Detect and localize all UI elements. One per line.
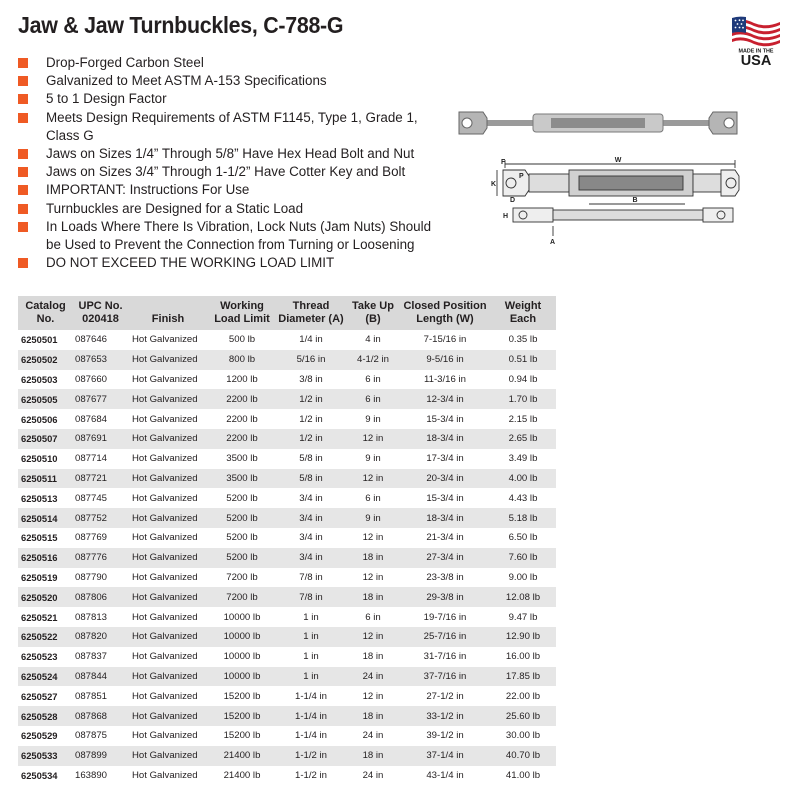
turnbuckle-photo-icon: [459, 112, 737, 134]
cell-take-up: 24 in: [362, 769, 384, 781]
cell-weight: 0.51 lb: [490, 350, 556, 370]
feature-item: [18, 163, 448, 181]
cell-thread: 1-1/4 in: [295, 690, 327, 702]
cell-load-limit: 5200 lb: [208, 548, 276, 568]
cell-upc: 087868: [73, 706, 128, 726]
dim-label-d: D: [510, 197, 516, 204]
cell-length: 37-7/16 in: [400, 667, 490, 687]
cell-load-limit: 10000 lb: [208, 627, 276, 647]
cell-catalog: 6250510: [21, 453, 58, 465]
feature-item: [18, 181, 448, 199]
cell-finish: Hot Galvanized: [128, 587, 208, 607]
header-weight: Weight Each: [490, 296, 556, 330]
cell-take-up: 9 in: [365, 413, 381, 425]
feature-text: In Loads Where There Is Vibration, Lock Nuts (Jam Nuts) Should be Used to Prevent the Connection from Turning or Loosening: [46, 218, 432, 253]
cell-load-limit: 5200 lb: [208, 508, 276, 528]
table-row: [18, 548, 556, 568]
cell-take-up: 6 in: [365, 492, 381, 504]
cell-length: 18-3/4 in: [400, 508, 490, 528]
dim-label-h: H: [503, 213, 509, 220]
cell-length: 18-3/4 in: [400, 429, 490, 449]
header-thread-diameter: Thread Diameter (A): [276, 296, 346, 330]
feature-item: [18, 90, 448, 108]
table-row: [18, 587, 556, 607]
cell-catalog: 6250533: [18, 746, 73, 766]
cell-finish: Hot Galvanized: [128, 389, 208, 409]
cell-thread: 7/8 in: [299, 571, 323, 583]
cell-length: 20-3/4 in: [400, 469, 490, 489]
feature-text: IMPORTANT: Instructions For Use: [46, 182, 250, 198]
cell-finish: Hot Galvanized: [132, 373, 198, 385]
cell-length: 25-7/16 in: [400, 627, 490, 647]
made-in-usa-badge: [728, 14, 784, 66]
cell-catalog: 6250505: [18, 389, 73, 409]
table-row: [18, 667, 556, 687]
table-row: [18, 528, 556, 548]
cell-load-limit: 21400 lb: [208, 746, 276, 766]
cell-catalog: 6250511: [18, 469, 73, 489]
cell-upc: 087806: [73, 587, 128, 607]
table-row: [18, 726, 556, 746]
cell-load-limit: 1200 lb: [226, 373, 258, 385]
table-row: [18, 330, 556, 350]
dim-label-w: W: [614, 157, 622, 164]
cell-load-limit: 500 lb: [228, 334, 256, 346]
dim-label-f: F: [501, 159, 506, 166]
cell-catalog: 6250501: [21, 334, 58, 346]
cell-weight: 22.00 lb: [505, 690, 541, 702]
cell-finish: Hot Galvanized: [128, 746, 208, 766]
cell-thread: 1/2 in: [276, 389, 346, 409]
cell-weight: 12.08 lb: [490, 587, 556, 607]
feature-text: Drop-Forged Carbon Steel: [46, 55, 204, 70]
cell-take-up: 12 in: [346, 429, 400, 449]
cell-catalog: 6250513: [21, 492, 58, 504]
cell-weight: 30.00 lb: [505, 730, 541, 742]
usa-flag-icon: [732, 16, 780, 48]
table-row: [18, 429, 556, 449]
cell-take-up: 12 in: [362, 690, 384, 702]
cell-thread: 3/8 in: [299, 373, 323, 385]
cell-thread: 1 in: [303, 611, 319, 623]
cell-thread: 1/2 in: [276, 429, 346, 449]
cell-catalog: 6250528: [18, 706, 73, 726]
cell-weight: 1.70 lb: [490, 389, 556, 409]
cell-length: 37-1/4 in: [400, 746, 490, 766]
cell-load-limit: 2200 lb: [208, 389, 276, 409]
table-row: [18, 370, 556, 390]
cell-thread: 1/4 in: [299, 334, 323, 346]
table-row: [18, 607, 556, 627]
header-upc: UPC No. 020418: [73, 296, 128, 330]
cell-load-limit: 15200 lb: [223, 690, 261, 702]
cell-thread: 1-1/2 in: [276, 746, 346, 766]
cell-take-up: 12 in: [346, 469, 400, 489]
cell-finish: Hot Galvanized: [128, 429, 208, 449]
table-row: [18, 706, 556, 726]
cell-finish: Hot Galvanized: [128, 706, 208, 726]
cell-weight: 4.00 lb: [490, 469, 556, 489]
feature-item: [18, 54, 448, 72]
turnbuckle-diagram: [453, 104, 743, 244]
cell-thread: 1 in: [276, 667, 346, 687]
cell-upc: 087844: [73, 667, 128, 687]
cell-finish: Hot Galvanized: [128, 627, 208, 647]
feature-text: Jaws on Sizes 1/4” Through 5/8” Have Hex Head Bolt and Nut: [46, 146, 415, 162]
cell-thread: 3/4 in: [276, 508, 346, 528]
feature-item: [18, 72, 448, 90]
dim-label-p: P: [519, 173, 524, 180]
cell-catalog: 6250534: [21, 769, 58, 781]
cell-weight: 9.00 lb: [508, 571, 538, 583]
cell-catalog: 6250529: [21, 730, 58, 742]
table-row: [18, 409, 556, 429]
table-row: [18, 746, 556, 766]
cell-load-limit: 15200 lb: [223, 730, 261, 742]
bullet-square-icon: [18, 204, 28, 214]
cell-take-up: 12 in: [346, 627, 400, 647]
bullet-square-icon: [18, 94, 28, 104]
cell-finish: Hot Galvanized: [132, 571, 198, 583]
table-row: [18, 488, 556, 508]
cell-finish: Hot Galvanized: [132, 690, 198, 702]
cell-upc: 087820: [73, 627, 128, 647]
cell-weight: 40.70 lb: [490, 746, 556, 766]
cell-upc: 087677: [73, 389, 128, 409]
cell-length: 29-3/8 in: [400, 587, 490, 607]
cell-finish: Hot Galvanized: [132, 532, 198, 544]
table-row: [18, 647, 556, 667]
cell-take-up: 18 in: [362, 651, 384, 663]
cell-length: 9-5/16 in: [400, 350, 490, 370]
dim-label-b: B: [632, 197, 638, 204]
table-row: [18, 389, 556, 409]
cell-finish: Hot Galvanized: [132, 413, 198, 425]
bullet-square-icon: [18, 185, 28, 195]
cell-weight: 5.18 lb: [490, 508, 556, 528]
cell-finish: Hot Galvanized: [132, 651, 198, 663]
bullet-square-icon: [18, 76, 28, 86]
cell-weight: 16.00 lb: [505, 651, 541, 663]
cell-thread: 1-1/4 in: [276, 706, 346, 726]
cell-upc: 087837: [75, 651, 108, 663]
cell-weight: 7.60 lb: [490, 548, 556, 568]
dim-label-k: K: [491, 181, 497, 188]
cell-catalog: 6250502: [18, 350, 73, 370]
bullet-square-icon: [18, 167, 28, 177]
cell-catalog: 6250523: [21, 651, 58, 663]
cell-weight: 17.85 lb: [490, 667, 556, 687]
cell-load-limit: 15200 lb: [208, 706, 276, 726]
feature-text: Meets Design Requirements of ASTM F1145, Type 1, Grade 1, Class G: [46, 109, 418, 143]
cell-load-limit: 7200 lb: [226, 571, 258, 583]
cell-length: 19-7/16 in: [423, 611, 467, 623]
cell-upc: 087752: [73, 508, 128, 528]
cell-length: 11-3/16 in: [424, 373, 466, 385]
cell-load-limit: 10000 lb: [223, 611, 261, 623]
cell-thread: 1 in: [276, 627, 346, 647]
feature-list: [18, 54, 448, 272]
cell-upc: 087790: [75, 571, 108, 583]
cell-weight: 9.47 lb: [508, 611, 538, 623]
cell-load-limit: 3500 lb: [208, 469, 276, 489]
cell-catalog: 6250514: [18, 508, 73, 528]
feature-item: [18, 218, 448, 254]
cell-length: 17-3/4 in: [426, 453, 464, 465]
cell-catalog: 6250524: [18, 667, 73, 687]
cell-load-limit: 5200 lb: [226, 532, 258, 544]
cell-upc: 087691: [73, 429, 128, 449]
cell-take-up: 6 in: [365, 611, 381, 623]
cell-weight: 12.90 lb: [490, 627, 556, 647]
cell-upc: 087660: [75, 373, 108, 385]
cell-thread: 3/4 in: [299, 492, 323, 504]
table-row: [18, 350, 556, 370]
table-row: [18, 766, 556, 786]
cell-catalog: 6250519: [21, 571, 58, 583]
cell-catalog: 6250507: [18, 429, 73, 449]
table-row: [18, 449, 556, 469]
table-body: [18, 330, 556, 785]
cell-upc: 087721: [73, 469, 128, 489]
cell-finish: Hot Galvanized: [132, 453, 198, 465]
cell-upc: 087851: [75, 690, 108, 702]
cell-thread: 5/8 in: [299, 453, 323, 465]
cell-thread: 3/4 in: [276, 548, 346, 568]
cell-upc: 087714: [75, 453, 108, 465]
cell-finish: Hot Galvanized: [128, 350, 208, 370]
cell-finish: Hot Galvanized: [128, 469, 208, 489]
cell-thread: 1 in: [303, 651, 319, 663]
bullet-square-icon: [18, 258, 28, 268]
cell-length: 23-3/8 in: [426, 571, 464, 583]
table-row: [18, 627, 556, 647]
cell-length: 27-3/4 in: [400, 548, 490, 568]
cell-take-up: 18 in: [346, 548, 400, 568]
table-row: [18, 686, 556, 706]
spec-table: [18, 296, 556, 785]
cell-weight: 0.94 lb: [508, 373, 538, 385]
header-catalog: Catalog No.: [18, 296, 73, 330]
cell-take-up: 24 in: [346, 667, 400, 687]
cell-catalog: 6250515: [21, 532, 58, 544]
feature-item: [18, 145, 448, 163]
cell-weight: 0.35 lb: [508, 334, 538, 346]
cell-upc: 087813: [75, 611, 108, 623]
table-row: [18, 469, 556, 489]
feature-item: [18, 109, 448, 145]
cell-take-up: 4-1/2 in: [346, 350, 400, 370]
cell-finish: Hot Galvanized: [132, 730, 198, 742]
cell-thread: 3/4 in: [299, 532, 323, 544]
cell-take-up: 18 in: [346, 706, 400, 726]
header-finish: Finish: [128, 296, 208, 330]
cell-length: 27-1/2 in: [426, 690, 464, 702]
cell-upc: 087684: [75, 413, 108, 425]
badge-line1: MADE IN THE: [738, 48, 774, 55]
cell-finish: Hot Galvanized: [128, 548, 208, 568]
cell-finish: Hot Galvanized: [132, 611, 198, 623]
cell-catalog: 6250516: [18, 548, 73, 568]
cell-finish: Hot Galvanized: [132, 492, 198, 504]
feature-text: 5 to 1 Design Factor: [46, 91, 167, 107]
cell-thread: 5/16 in: [276, 350, 346, 370]
cell-finish: Hot Galvanized: [128, 508, 208, 528]
cell-catalog: 6250503: [21, 373, 58, 385]
cell-load-limit: 7200 lb: [208, 587, 276, 607]
cell-take-up: 18 in: [346, 746, 400, 766]
table-row: [18, 508, 556, 528]
cell-take-up: 6 in: [346, 389, 400, 409]
feature-text: Turnbuckles are Designed for a Static Load: [46, 200, 304, 216]
cell-length: 7-15/16 in: [423, 334, 467, 346]
cell-weight: 2.15 lb: [508, 413, 538, 425]
cell-load-limit: 3500 lb: [226, 453, 258, 465]
cell-weight: 2.65 lb: [490, 429, 556, 449]
cell-catalog: 6250527: [21, 690, 58, 702]
cell-load-limit: 10000 lb: [223, 651, 261, 663]
cell-upc: 087899: [73, 746, 128, 766]
cell-take-up: 9 in: [346, 508, 400, 528]
feature-text: Jaws on Sizes 3/4” Through 1-1/2” Have Cotter Key and Bolt: [46, 164, 406, 180]
cell-thread: 1-1/4 in: [295, 730, 327, 742]
feature-item: [18, 200, 448, 218]
bullet-square-icon: [18, 149, 28, 159]
cell-take-up: 6 in: [365, 373, 381, 385]
cell-finish: Hot Galvanized: [128, 667, 208, 687]
cell-thread: 7/8 in: [276, 587, 346, 607]
cell-take-up: 24 in: [362, 730, 384, 742]
cell-finish: Hot Galvanized: [132, 769, 198, 781]
table-header-row: [18, 296, 556, 330]
cell-load-limit: 21400 lb: [223, 769, 261, 781]
cell-take-up: 12 in: [362, 571, 384, 583]
cell-weight: 6.50 lb: [508, 532, 538, 544]
cell-catalog: 6250506: [21, 413, 58, 425]
badge-line2: USA: [740, 53, 772, 66]
header-take-up: Take Up (B): [346, 296, 400, 330]
cell-weight: 41.00 lb: [505, 769, 541, 781]
cell-length: 15-3/4 in: [426, 413, 464, 425]
cell-catalog: 6250520: [18, 587, 73, 607]
dim-label-a: A: [550, 239, 556, 244]
cell-upc: 087745: [75, 492, 108, 504]
cell-length: 15-3/4 in: [426, 492, 464, 504]
cell-load-limit: 800 lb: [208, 350, 276, 370]
feature-text: Galvanized to Meet ASTM A-153 Specifications: [46, 73, 327, 89]
cell-length: 39-1/2 in: [426, 730, 464, 742]
bullet-square-icon: [18, 58, 28, 68]
cell-thread: 1-1/2 in: [295, 769, 327, 781]
cell-weight: 25.60 lb: [490, 706, 556, 726]
cell-length: 33-1/2 in: [400, 706, 490, 726]
table-row: [18, 568, 556, 588]
cell-weight: 4.43 lb: [508, 492, 538, 504]
feature-text: DO NOT EXCEED THE WORKING LOAD LIMIT: [46, 255, 335, 271]
cell-length: 43-1/4 in: [426, 769, 464, 781]
page-title: Jaw & Jaw Turnbuckles, C-788-G: [18, 12, 344, 38]
header-working-load-limit: Working Load Limit: [208, 296, 276, 330]
cell-load-limit: 5200 lb: [226, 492, 258, 504]
bullet-square-icon: [18, 113, 28, 123]
cell-length: 31-7/16 in: [423, 651, 467, 663]
cell-weight: 3.49 lb: [508, 453, 538, 465]
cell-take-up: 12 in: [362, 532, 384, 544]
cell-upc: 087646: [75, 334, 108, 346]
cell-load-limit: 10000 lb: [208, 667, 276, 687]
cell-load-limit: 2200 lb: [226, 413, 258, 425]
cell-take-up: 9 in: [365, 453, 381, 465]
cell-catalog: 6250521: [21, 611, 58, 623]
cell-catalog: 6250522: [18, 627, 73, 647]
cell-upc: 163890: [75, 769, 108, 781]
cell-thread: 5/8 in: [276, 469, 346, 489]
bullet-square-icon: [18, 222, 28, 232]
cell-thread: 1/2 in: [299, 413, 323, 425]
cell-finish: Hot Galvanized: [132, 334, 198, 346]
cell-load-limit: 2200 lb: [208, 429, 276, 449]
cell-take-up: 4 in: [365, 334, 381, 346]
cell-length: 21-3/4 in: [426, 532, 464, 544]
feature-item: [18, 254, 448, 272]
cell-upc: 087769: [75, 532, 108, 544]
cell-upc: 087776: [73, 548, 128, 568]
header-closed-length: Closed Position Length (W): [400, 296, 490, 330]
cell-upc: 087875: [75, 730, 108, 742]
cell-take-up: 18 in: [346, 587, 400, 607]
cell-upc: 087653: [73, 350, 128, 370]
cell-length: 12-3/4 in: [400, 389, 490, 409]
dimension-drawing: [497, 160, 739, 236]
